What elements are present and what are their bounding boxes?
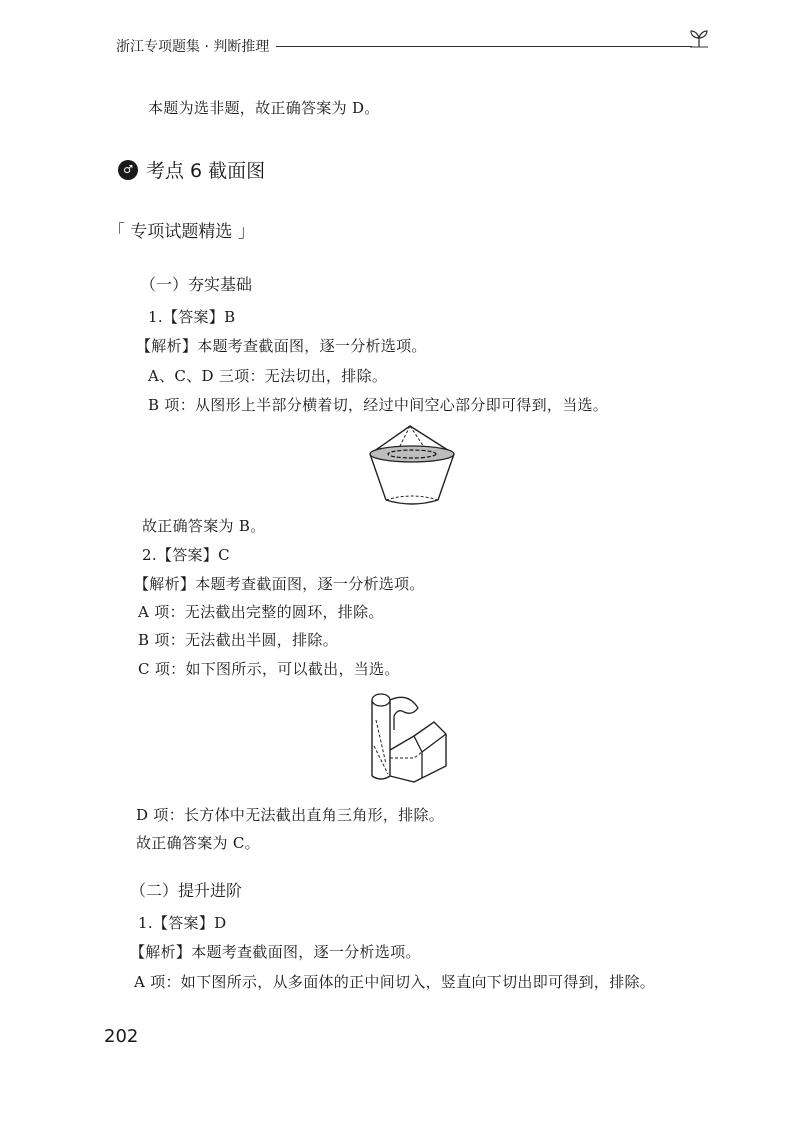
answer-line: 1.【答案】D [138, 914, 227, 932]
section-title: 考点 6 截面图 [146, 160, 266, 182]
answer-line: 2.【答案】C [142, 546, 230, 564]
figure-frustum-cone [362, 420, 462, 516]
sprout-icon [686, 26, 712, 56]
section-heading [118, 156, 265, 183]
page-number: 202 [104, 1026, 139, 1047]
option-line: A 项：无法截出完整的圆环，排除。 [138, 603, 384, 621]
analysis-line: 【解析】本题考查截面图，逐一分析选项。 [134, 575, 425, 593]
text-line: 本题为选非题，故正确答案为 D。 [148, 99, 380, 117]
subsection-heading: 「 专项试题精选 」 [108, 222, 255, 242]
header-rule [276, 46, 692, 47]
answer-line: 1.【答案】B [148, 308, 236, 326]
figure-cylinder-prism [362, 686, 448, 788]
part-heading: （一）夯实基础 [140, 275, 253, 294]
option-line: B 项：从图形上半部分横着切，经过中间空心部分即可得到，当选。 [148, 396, 609, 414]
analysis-line: 【解析】本题考查截面图，逐一分析选项。 [136, 337, 427, 355]
conclusion-line: 故正确答案为 C。 [136, 834, 260, 852]
section-badge-icon: ♂ [118, 160, 138, 180]
part-heading: （二）提升进阶 [130, 881, 243, 900]
analysis-line: 【解析】本题考查截面图，逐一分析选项。 [130, 943, 421, 961]
option-line: B 项：无法截出半圆，排除。 [138, 631, 338, 649]
option-line: C 项：如下图所示，可以截出，当选。 [138, 660, 400, 678]
option-line: D 项：长方体中无法截出直角三角形，排除。 [136, 806, 445, 824]
running-header-title: 浙江专项题集 · 判断推理 [116, 39, 270, 55]
conclusion-line: 故正确答案为 B。 [142, 517, 266, 535]
option-line: A、C、D 三项：无法切出，排除。 [148, 367, 388, 385]
option-line: A 项：如下图所示，从多面体的正中间切入，竖直向下切出即可得到，排除。 [134, 973, 656, 991]
